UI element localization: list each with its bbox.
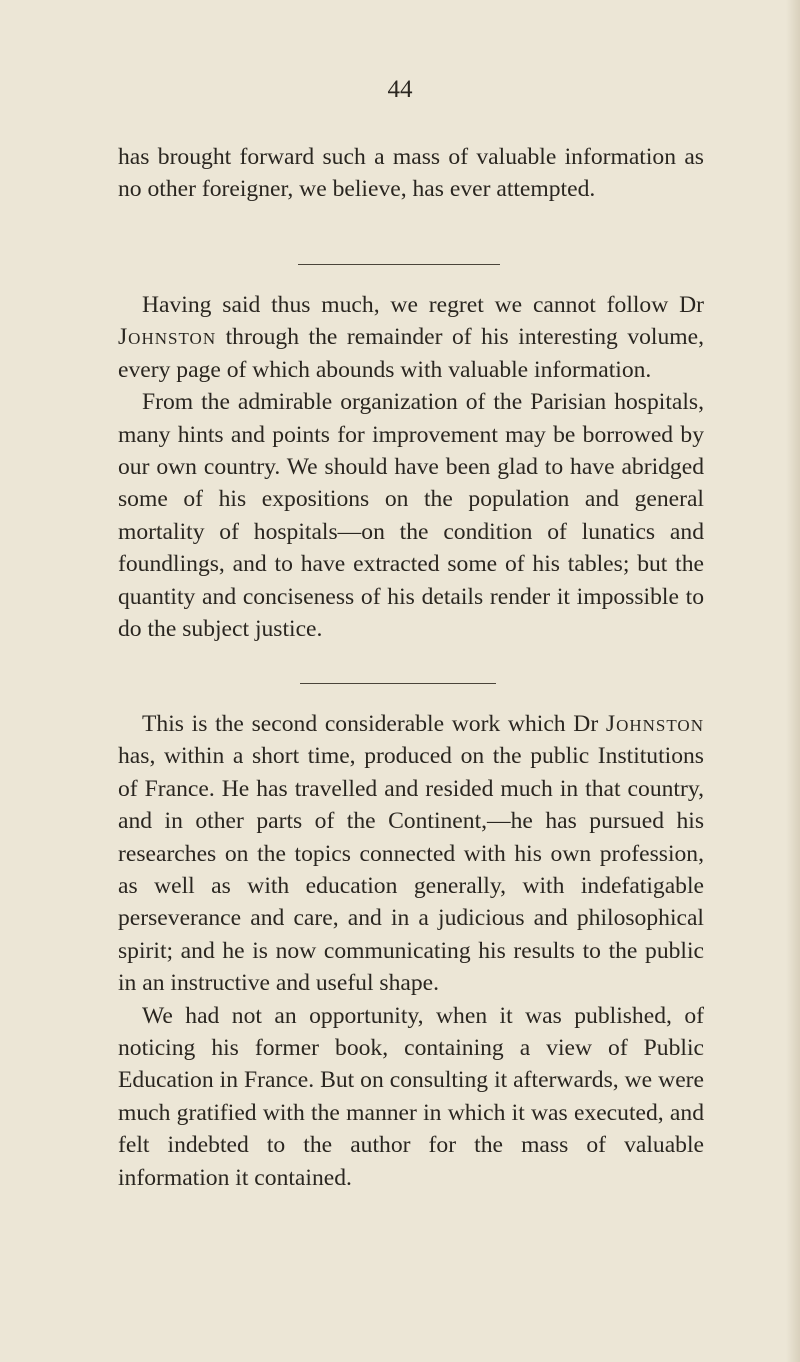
page-edge <box>786 0 800 1362</box>
paragraph-text: has, within a short time, produced on the public Institutions of France. He has travelled and resided much in that country, and in other parts of the Continent,—he has pursued his researches on the topics connected with his own profession, as well as with education generally, with indefatigable perseverance and care, and in a judicious and philosophical spirit; and he is now communicating his results to the public in an instructive and useful shape. <box>118 743 704 997</box>
paragraph-opening: has brought forward such a mass of valuable information as no other foreigner, we believe, has ever attempted. <box>118 144 704 203</box>
paragraph-text: Having said thus much, we regret we cannot follow Dr <box>142 292 704 318</box>
text-block-section-3 <box>118 708 704 1194</box>
paragraph-text: through the remainder of his interesting volume, every page of which abounds with valuable information. <box>118 324 704 383</box>
paragraph-follow-johnston <box>118 289 704 386</box>
paragraph-text: This is the second considerable work which Dr <box>142 711 606 737</box>
text-block-section-2 <box>118 289 704 645</box>
paragraph-second-work <box>118 708 704 1000</box>
text-block-opening <box>118 141 704 206</box>
paragraph-former-book: We had not an opportunity, when it was published, of noticing his former book, containing a view of Public Education in France. But on consulting it afterwards, we were much gratified with the manner in which it was executed, and felt indebted to the author for the mass of valuable information it contained. <box>118 1002 704 1191</box>
section-divider-2 <box>300 683 496 684</box>
author-name: Johnston <box>605 711 704 737</box>
section-divider-1 <box>298 264 500 265</box>
paragraph-parisian-hospitals: From the admirable organization of the Parisian hospitals, many hints and points for improvement may be borrowed by our own country. We should have been glad to have abridged some of his expositions on the population and general mortality of hospitals—on the condition of lunatics and foundlings, and to have extracted some of his tables; but the quantity and conciseness of his details render it impossible to do the subject justice. <box>118 389 704 643</box>
page-number: 44 <box>387 76 413 103</box>
author-name: Johnston <box>118 324 217 351</box>
